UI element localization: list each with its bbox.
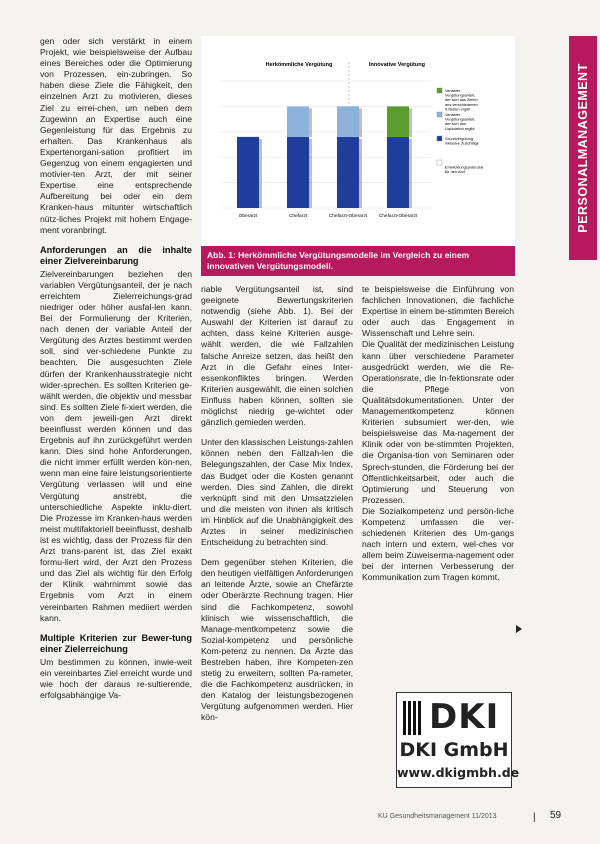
- legend-label: Grundvergütung inklusive Zuschläge: [445, 136, 479, 146]
- bar-shadow: [309, 108, 312, 136]
- legend: [437, 88, 483, 174]
- category-labels: [239, 213, 418, 219]
- paragraph: Unter den klassischen Leistungs-zahlen können neben den Fallzah-len die Belegungszahlen, der Case Mix Index, das Budget oder die Kosten genannt werden. Dies sind Zahlen, die direkt verknüpft sind mit den Umsatzzielen und die meisten von ihnen als kritisch im Hinblick auf die Unabhängigkeit des Arztes in seiner medizinischen Entscheidung zu betrachten sind.: [201, 437, 353, 548]
- header-right: Innovative Vergütung: [369, 62, 425, 68]
- bar-segment: [337, 106, 359, 136]
- paragraph: Dem gegenüber stehen Kriterien, die den heutigen vielfältigen Anforderungen an leitende Ärzte, sowie an Chefärzte oder Oberärzte Rechnung tragen. Hier sind die Fachkompetenz, sowohl klinisch wie wissenschaftlich, die Manage-mentkompetenz sowie die Sozial-kompetenz und persönliche Kom-petenz zu nennen. Da Ärzte das Bestreben haben, ihre Kompeten-zen stetig zu erweitern, sollten Pa-rameter, die die Fachkompetenz ausdrücken, in den Katalog der leistungsbezogenen Vergütung aufgenommen werden. Hier kön-: [201, 557, 353, 723]
- advertisement[interactable]: [396, 692, 520, 788]
- category-label: Chefarzt-Oberarzt: [378, 214, 418, 219]
- legend-swatch: [437, 136, 442, 141]
- bar-segment: [337, 137, 359, 208]
- bar-segment: [237, 137, 259, 208]
- paragraph: te beispielsweise die Einführung von fachlichen Innovationen, die fachliche Expertise in einem be-stimmten Bereich oder auch das Engagement in Wissenschaft und Lehre sein.: [362, 284, 514, 339]
- legend-label: Variabler Vergütungsanteil, der sich aus Liquidation ergibt: [445, 112, 476, 131]
- legend-swatch: [437, 160, 442, 165]
- figure-chart: [201, 36, 515, 276]
- page-number: 59: [550, 810, 562, 821]
- bar-segment: [287, 137, 309, 208]
- category-label: Chefarzt-Oberarzt: [328, 214, 368, 219]
- legend-swatch: [437, 112, 442, 117]
- ad-url[interactable]: www.dkigmbh.de: [397, 765, 520, 780]
- bar-shadow: [259, 139, 262, 208]
- ad-company: DKI GmbH: [399, 739, 509, 761]
- bar-shadow: [409, 139, 412, 208]
- ad-logo: DKI: [429, 697, 500, 737]
- section-tab-label: PERSONALMANAGEMENT: [576, 63, 590, 233]
- bar-shadow: [359, 139, 362, 208]
- text-column-3: [362, 284, 514, 634]
- legend-label: Variabler Vergütungsanteil, der sich aus Zielen aus verschiedenen Kriterien ergibt: [445, 88, 478, 112]
- footer-journal: KU Gesundheitsmanagement 11/2013: [378, 813, 497, 820]
- text-column-2: [201, 284, 353, 844]
- bar-shadow: [309, 139, 312, 208]
- barcode-icon: [403, 701, 425, 735]
- bar-shadow: [359, 108, 362, 136]
- section-heading: Multiple Kriterien zur Bewer-tung einer Zielerreichung: [40, 632, 192, 654]
- category-label: Chefarzt: [288, 214, 308, 219]
- chart-svg: [201, 36, 515, 246]
- category-label: Oberarzt: [238, 214, 258, 219]
- section-heading: Anforderungen an die inhalte einer Zielvereinbarung: [40, 244, 192, 266]
- footer-separator: |: [533, 812, 536, 823]
- text-column-1: [40, 36, 192, 716]
- legend-swatch: [437, 88, 442, 93]
- bar-segment: [387, 137, 409, 208]
- bar-shadow: [409, 108, 412, 136]
- figure-caption: Abb. 1: Herkömmliche Vergütungsmodelle im Vergleich zu einem innovativen Vergütungsmodell.: [201, 246, 515, 276]
- paragraph: Zielvereinbarungen beziehen den variablen Vergütungsanteil, der je nach erreichtem Zielerreichungs-grad niedriger oder höher ausfal-len kann. Bei der Formulierung der Kriterien, nach denen der variable Anteil der Vergütung des Arztes bestimmt werden soll, sind ver-schiedene Punkte zu beachten. Die ausgesuchten Ziele dürfen der Krankenhausstrategie nicht wider-sprechen. Es sollten Kriterien ge-wählt werden, die objektiv und messbar sind. Es sollten Ziele fi-xiert werden, die von dem jeweili-gen Arzt direkt beeinflusst werden können und das Ergebnis auf ihn zurückgeführt werden kann. Dies sind hohe Anforderungen, die nicht immer erfüllt werden kön-nen, wenn man eine faire leistungsorientierte Vergütung verlassen will und eine Vergütung anstrebt, die unterschiedliche Aspekte inklu-diert. Die Prozesse im Kranken-haus werden meist multifaktoriell beeinflusst, deshalb ist es wichtig, dass der Prozess für den Arzt trans-parent ist, das Ziel exakt formu-liert wird, der Arzt den Prozess und das Ziel als wichtig für den Erfolg der Klinik wahrnimmt sowie das Ergebnis vom Arzt in einem vereinbarten Rahmen mediiert werden kann.: [40, 268, 192, 623]
- section-tab: [569, 36, 597, 260]
- header-left: Herkömmliche Vergütung: [265, 62, 333, 68]
- bar-segment: [287, 106, 309, 136]
- paragraph: Die Qualität der medizinischen Leistung kann über verschiedene Parameter ausgedrückt werden, wie die Re-Operationsrate, die In-fektionsrate oder die Pflege von Qualitätsdokumentationen. Unter der Managementkompetenz können Kriterien subsumiert wer-den, wie beispielsweise das Ma-nagement der Klinik oder von be-stimmten Projekten, die Organisa-tion von Seminaren oder Sprech-stunden, die Förderung bei der Öffentlichkeitsarbeit, oder auch die Optimierung und Steuerung von Prozessen.: [362, 339, 514, 505]
- paragraph: Die Sozialkompetenz und persön-liche Kompetenz umfassen die ver-schiedenen Kriterien des Um-gangs nach intern und extern, wel-ches vor allem beim Zuweiserma-nagement oder bei der internen Verbesserung der Kommunikation zum Tragen kommt.: [362, 505, 514, 583]
- paragraph: gen oder sich verstärkt in einem Projekt, wie beispielsweise der Aufbau eines Bereiches oder die Optimierung von Prozessen, ein-zubringen. So haben diese Ziele die Fähigkeit, den einzelnen Arzt zu motivieren, dieses Ziel zu errei-chen, um neben dem Zugewinn an Expertise auch eine Gegenleistung für das Ergebnis zu erhalten. Das Krankenhaus als Expertenorgani-sation profitiert im Gegenzug von einem engagierten und motivier-ten Arzt, der mit seiner Expertise eine entsprechende Aufbereitung bei oder ein dem Kranken-haus mitunter wirtschaftlich nütz-liches Projekt mit hohem Engage-ment voranbringt.: [40, 36, 192, 235]
- continue-arrow-icon: [516, 625, 522, 633]
- paragraph: Um bestimmen zu können, inwie-weit ein vereinbartes Ziel erreicht wurde und wie hoch der daraus re-sultierende, erfolgsabhängige Va-: [40, 656, 192, 700]
- bar-segment: [387, 106, 409, 136]
- paragraph: riable Vergütungsanteil ist, sind geeignete Bewertungskriterien notwendig (siehe Abb. 1). Bei der Auswahl der Kriterien ist darauf zu achten, dass keine Kriterien ausge-wählt werden, die wie Fallzahlen falsche Anreize setzen, das heißt den Arzt in die Gefahr eines Inter-essenkonfliktes bringen. Werden Kriterien ausgewählt, die einen solchen Einfluss haben können, sollten sie möglichst niedrig ge-wichtet oder gänzlich gemieden werden.: [201, 284, 353, 428]
- legend-label: Entwicklungspotenzial für den Arzt: [445, 164, 484, 175]
